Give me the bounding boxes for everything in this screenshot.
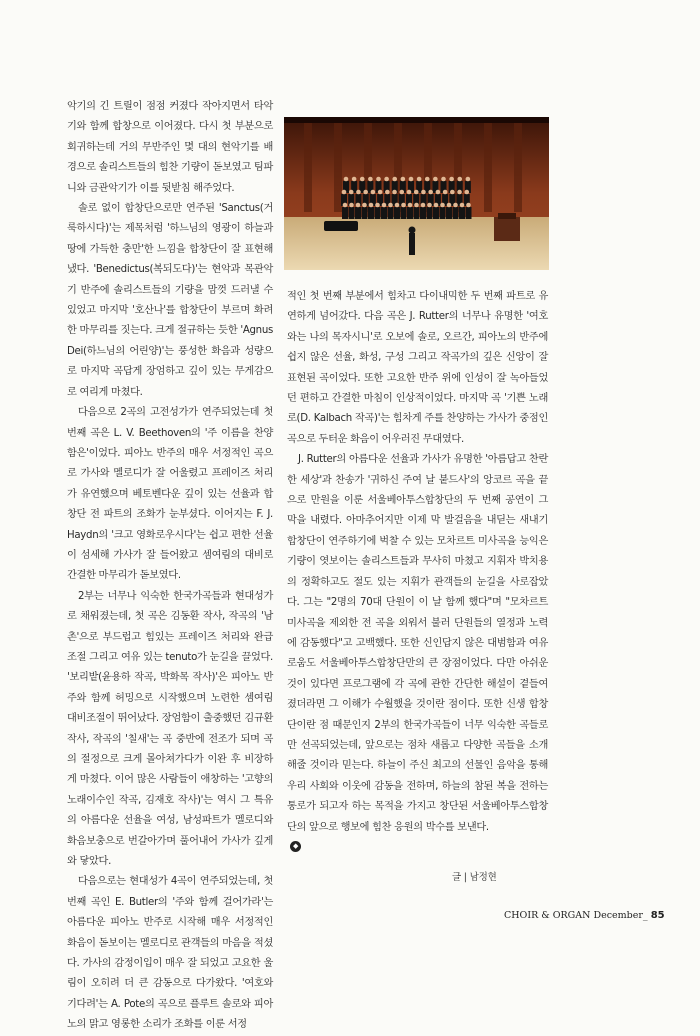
- footer-separator: _: [642, 910, 648, 921]
- end-mark-icon: ◆: [290, 841, 301, 852]
- paragraph: 솔로 없이 합창단으로만 연주된 'Sanctus(거룩하시다)'는 제목처럼 '하느님의 영광이 하늘과 땅에 가득한 충만'한 느낌을 합창단이 잘 표현해냈다. 'Benedictus(복되도다)'는 현악과 목관악기 반주에 솔리스트들의 기량을 맘껏 드러낼 수 있었고 마지막 '호산나'를 합창단이 부르며 화려한 마무리를 짓는다. 크게 절규하는 듯한 'Agnus Dei(하느님의 어린양)'는 풍성한 화음과 성량으로 마지막 곡답게 장엄하고 깊이 있는 무게감으로 여리게 마쳤다.: [67, 203, 273, 398]
- page-footer: [504, 910, 665, 921]
- byline: 글 | 남정현: [452, 872, 497, 883]
- paragraph: 악기의 긴 트릴이 점점 커졌다 작아지면서 타악기와 함께 합창으로 이어졌다. 다시 첫 부분으로 회귀하는데 거의 무반주인 몇 대의 현악기를 배경으로 솔리스트들의 힘찬 기량이 돋보였고 팀파니와 금관악기가 이를 뒷받침 해주었다.: [67, 101, 273, 194]
- issue-month: December: [593, 910, 643, 921]
- paragraph: J. Rutter의 아름다운 선율과 가사가 유명한 '아름답고 찬란한 세상'과 찬송가 '귀하신 주여 날 붙드사'의 앙코르 곡을 끝으로 만원을 이룬 서울베아투스합창단의 두 번째 공연이 그 막을 내렸다. 아마추어지만 이제 막 발걸음을 내딛는 새내기 합창단이 연주하기에 벅찰 수 있는 모차르트 미사곡을 능익은 기량이 엿보이는 솔리스트들과 무사히 마쳤고 지휘자 박치용의 정확하고도 절도 있는 지휘가 관객들의 눈길을 사로잡았다. 그는 "2명의 70대 단원이 이 날 함께 했다"며 "모차르트 미사곡을 제외한 전 곡을 외워서 불러 단원들의 열정과 노력에 감동했다"고 고백했다. 또한 신인답지 않은 대범함과 여유로움도 서울베아투스합창단만의 큰 장점이었다. 다만 아쉬운 것이 있다면 프로그램에 각 곡에 관한 간단한 해설이 곁들여졌더라면 그 이해가 수월했을 것이란 점이다. 또한 신생 합창단이란 점 때문인지 2부의 한국가곡들이 너무 익숙한 곡들로만 선곡되었는데, 앞으로는 점차 새롭고 다양한 곡들을 소개해줄 것이라 믿는다. 하늘이 주신 최고의 선물인 음악을 통해 우리 사회와 이웃에 감동을 전하며, 하늘의 참된 복을 전하는 통로가 되고자 하는 목적을 가지고 창단된 서울베아투스합창단의 앞으로 행보에 힘찬 응원의 박수를 보낸다.: [287, 454, 548, 833]
- article-column-left: [67, 97, 273, 1036]
- paragraph: 다음으로 2곡의 고전성가가 연주되었는데 첫 번째 곡은 L. V. Beethoven의 '주 이름을 찬양함은'이었다. 피아노 반주의 매우 서정적인 곡으로 가사와 멜로디가 잘 어울렸고 프레이즈 처리가 유연했으며 베토벤다운 깊이 있는 선율과 합창단 전 파트의 조화가 눈부셨다. 이어지는 F. J. Haydn의 '크고 영화로우시다'는 쉽고 편한 선율이 섬세해 가사가 잘 들어왔고 셈여림의 대비로 간결한 마무리가 돋보였다.: [67, 407, 273, 582]
- paragraph: 다음으로는 현대성가 4곡이 연주되었는데, 첫 번째 곡인 E. Butler의 '주와 함께 걸어가라'는 아름다운 피아노 반주로 시작해 매우 서정적인 화음이 돋보이는 멜로디로 관객들의 마음을 적셨다. 가사의 감정이입이 매우 잘 되었고 고요한 울림이 오히려 더 큰 감동으로 다가왔다. '여호와 기다려'는 A. Pote의 곡으로 플루트 솔로와 피아노의 맑고 영롱한 소리가 조화를 이룬 서정: [67, 876, 273, 1031]
- paragraph: 2부는 너무나 익숙한 한국가곡들과 현대성가로 채워졌는데, 첫 곡은 김동환 작사, 작곡의 '남촌'으로 부드럽고 힘있는 프레이즈 처리와 완급조절 그리고 여유 있는 tenuto가 눈길을 끌었다. '보리밭(윤용하 작곡, 박화목 작사)'은 피아노 반주와 함께 허밍으로 시작했으며 노련한 셈여림 대비조절이 뛰어났다. 장엄함이 출중했던 김규환 작사, 작곡의 '칠새'는 곡 중반에 전조가 되며 곡의 절정으로 크게 몰아쳐가다가 이완 후 비장하게 마쳤다. 이어 많은 사람들이 애창하는 '고향의 노래이수인 작곡, 김재호 작사)'는 역시 그 특유의 아름다운 선율을 여성, 남성파트가 멜로디와 화음보충으로 번갈아가며 풀어내어 가사가 깊게 와 닿았다.: [67, 590, 273, 868]
- page-number: 85: [650, 910, 665, 921]
- article-column-right: [287, 287, 548, 858]
- concert-photo: [284, 117, 549, 270]
- paragraph: 적인 첫 번째 부분에서 힘차고 다이내믹한 두 번째 파트로 유연하게 넘어갔다. 다음 곡은 J. Rutter의 너무나 유명한 '여호와는 나의 목자시니'로 오보에 솔로, 오르간, 피아노의 반주에 쉽지 않은 선율, 화성, 구성 그리고 작곡가의 깊은 신앙이 잘 표현된 곡이었다. 또한 고요한 반주 위에 인성이 잘 녹아들었던 편하고 간결한 마침이 인상적이었다. 마지막 곡 '기쁜 노래로(D. Kalbach 작곡)'는 힘차게 주를 찬양하는 가사가 중점인 곡으로 두터운 화음이 어우러진 무대였다.: [287, 291, 548, 445]
- choir-stage-image: [284, 117, 549, 270]
- magazine-name: CHOIR & ORGAN: [504, 910, 591, 921]
